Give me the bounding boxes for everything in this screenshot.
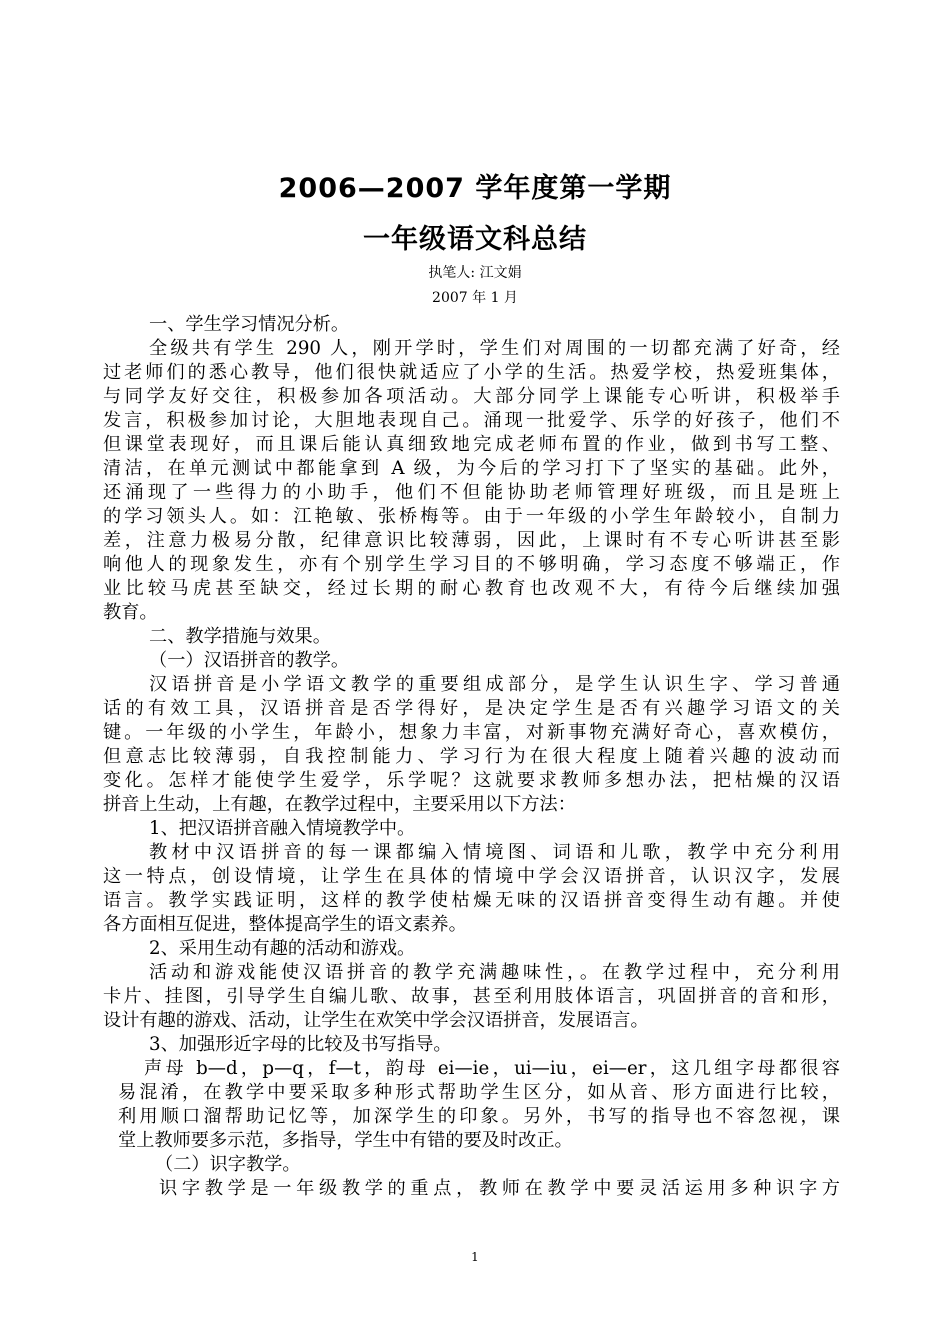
subsection-heading: （一）汉语拼音的教学。 xyxy=(149,650,350,671)
item-heading: 2、采用生动有趣的活动和游戏。 xyxy=(149,938,416,959)
subsection-heading: （二）识字教学。 xyxy=(155,1154,301,1175)
paragraph-line: 设计有趣的游戏、活动，让学生在欢笑中学会汉语拼音，发展语言。 xyxy=(103,1010,649,1031)
paragraph-line: 汉语拼音是小学语文教学的重要组成部分，是学生认识生字、学习普通 xyxy=(149,674,840,695)
paragraph-line: 响他人的现象发生，亦有个别学生学习目的不够明确，学习态度不够端正，作 xyxy=(103,554,840,575)
paragraph-line: 键。一年级的小学生，年龄小，想象力丰富，对新事物充满好奇心，喜欢模仿， xyxy=(103,722,840,743)
paragraph-line: 话的有效工具，汉语拼音是否学得好，是决定学生是否有兴趣学习语文的关 xyxy=(103,698,840,719)
paragraph-line: 过老师们的悉心教导，他们很快就适应了小学的生活。热爱学校，热爱班集体， xyxy=(103,362,840,383)
item-heading: 3、加强形近字母的比较及书写指导。 xyxy=(149,1034,452,1055)
paragraph-line: 清洁，在单元测试中都能拿到 A 级，为今后的学习打下了坚实的基础。此外， xyxy=(103,458,840,479)
page-number: 1 xyxy=(471,1250,479,1264)
paragraph-line: 教材中汉语拼音的每一课都编入情境图、词语和儿歌，教学中充分利用 xyxy=(149,842,840,863)
paragraph-line: 堂上教师要多示范，多指导，学生中有错的要及时改正。 xyxy=(118,1130,573,1151)
paragraph-line: 但意志比较薄弱，自我控制能力、学习行为在很大程度上随着兴趣的波动而 xyxy=(103,746,840,767)
paragraph-line: 拼音上生动，上有趣，在教学过程中，主要采用以下方法： xyxy=(103,794,576,815)
paragraph-line: 利用顺口溜帮助记忆等，加深学生的印象。另外，书写的指导也不容忽视，课 xyxy=(118,1106,840,1127)
paragraph-line: 但课堂表现好，而且课后能认真细致地完成老师布置的作业，做到书写工整、 xyxy=(103,434,840,455)
paragraph-line: 还涌现了一些得力的小助手，他们不但能协助老师管理好班级，而且是班上 xyxy=(103,482,840,503)
document-title: 2006—2007 学年度第一学期 xyxy=(278,173,672,204)
paragraph-line: 与同学友好交往，积极参加各项活动。大部分同学上课能专心听讲，积极举手 xyxy=(103,386,840,407)
paragraph-line: 业比较马虎甚至缺交，经过长期的耐心教育也改观不大，有待今后继续加强 xyxy=(103,578,840,599)
paragraph-line: 全级共有学生 290 人，刚开学时，学生们对周围的一切都充满了好奇，经 xyxy=(149,338,840,359)
paragraph-line: 发言，积极参加讨论，大胆地表现自己。涌现一批爱学、乐学的好孩子，他们不 xyxy=(103,410,840,431)
paragraph-line: 易混淆，在教学中要采取多种形式帮助学生区分，如从音、形方面进行比较， xyxy=(118,1082,840,1103)
paragraph-line: 这一特点，创设情境，让学生在具体的情境中学会汉语拼音，认识汉字，发展 xyxy=(103,866,840,887)
paragraph-line: 活动和游戏能使汉语拼音的教学充满趣味性，。在教学过程中，充分利用 xyxy=(149,962,840,983)
document-subtitle: 一年级语文科总结 xyxy=(363,224,587,255)
paragraph-line: 的学习领头人。如：江艳敏、张桥梅等。由于一年级的小学生年龄较小，自制力 xyxy=(103,506,840,527)
author-line: 执笔人: 江文娟 xyxy=(428,265,522,281)
date-line: 2007 年 1 月 xyxy=(432,290,518,306)
section-heading: 一、学生学习情况分析。 xyxy=(149,314,350,335)
item-heading: 1、把汉语拼音融入情境教学中。 xyxy=(149,818,416,839)
paragraph-line: 各方面相互促进，整体提高学生的语文素养。 xyxy=(103,914,467,935)
paragraph-line: 语言。教学实践证明，这样的教学使枯燥无味的汉语拼音变得生动有趣。并使 xyxy=(103,890,840,911)
paragraph-line: 识字教学是一年级教学的重点，教师在教学中要灵活运用多种识字方 xyxy=(159,1178,840,1199)
paragraph-line: 变化。怎样才能使学生爱学，乐学呢？这就要求教师多想办法，把枯燥的汉语 xyxy=(103,770,840,791)
paragraph-line: 卡片、挂图，引导学生自编儿歌、故事，甚至利用肢体语言，巩固拼音的音和形， xyxy=(103,986,840,1007)
paragraph-line: 声母 b—d，p—q，f—t，韵母 ei—ie，ui—iu，ei—er，这几组字母都很容 xyxy=(144,1058,840,1079)
paragraph-line: 教育。 xyxy=(103,602,158,623)
paragraph-line: 差，注意力极易分散，纪律意识比较薄弱，因此，上课时有不专心听讲甚至影 xyxy=(103,530,840,551)
section-heading: 二、教学措施与效果。 xyxy=(149,626,331,647)
